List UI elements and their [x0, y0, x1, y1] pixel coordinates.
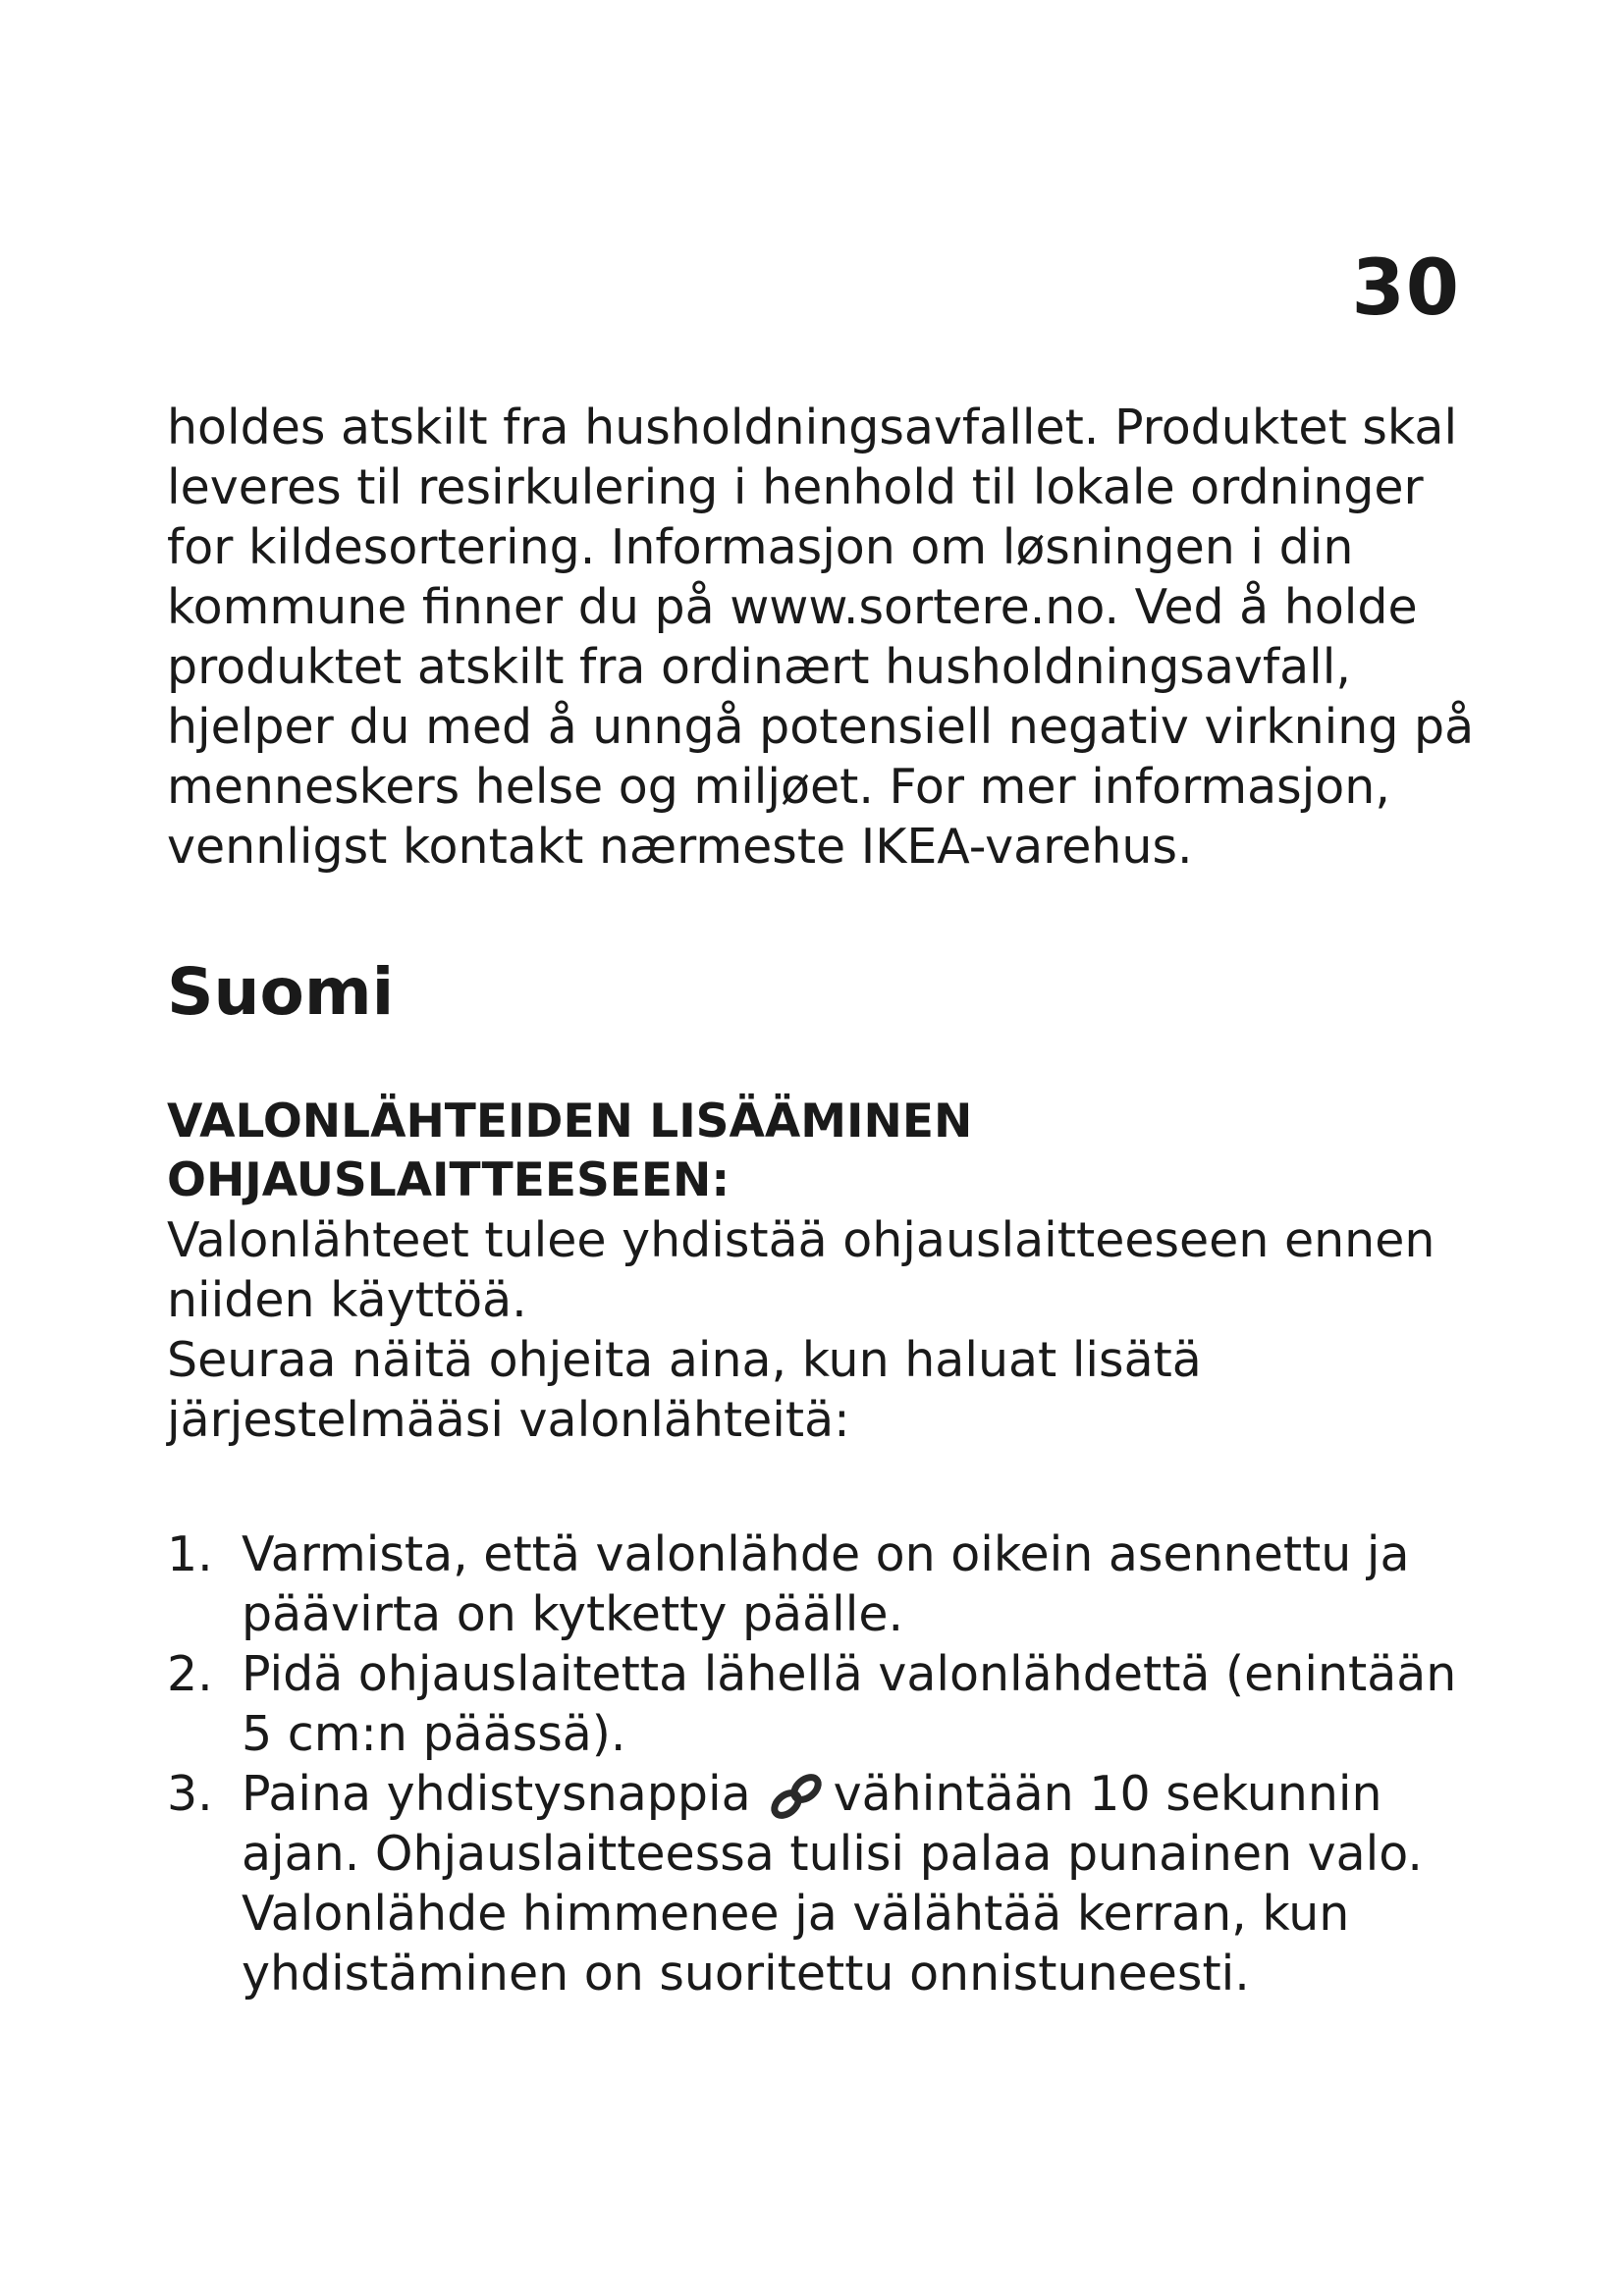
- step-text: Varmista, että valonlähde on oikein asennettu ja päävirta on kytketty päälle.: [242, 1526, 1410, 1642]
- step-text: Pidä ohjauslaitetta lähellä valonlähdettä (enintään 5 cm:n päässä).: [242, 1646, 1457, 1762]
- step-text-before-icon: Paina yhdistysnappia: [242, 1766, 751, 1822]
- step-number: 3.: [167, 1766, 213, 1822]
- instruction-step-3: [167, 1764, 1483, 2003]
- instruction-step-2: [167, 1644, 1483, 1764]
- section-heading: VALONLÄHTEIDEN LISÄÄMINEN OHJAUSLAITTEESEEN:: [167, 1095, 973, 1207]
- intro-paragraph-2: Seuraa näitä ohjeita aina, kun haluat lisätä järjestelmääsi valonlähteitä:: [167, 1332, 1202, 1448]
- language-heading: Suomi: [167, 954, 395, 1030]
- step-number: 1.: [167, 1526, 213, 1582]
- intro-paragraph-1: Valonlähteet tulee yhdistää ohjauslaitteeseen ennen niiden käyttöä.: [167, 1212, 1435, 1328]
- page-number: 30: [1351, 244, 1460, 333]
- instruction-steps: [167, 1524, 1483, 2003]
- step-number: 2.: [167, 1646, 213, 1702]
- step-text-after-icon: vähintään 10 sekunnin ajan. Ohjauslaitteessa tulisi palaa punainen valo. Valonlähde himmenee ja välähtää kerran, kun yhdistäminen on suoritettu onnistuneesti.: [242, 1766, 1423, 2002]
- link-icon: [765, 1769, 828, 1824]
- norwegian-paragraph: holdes atskilt fra husholdningsavfallet. Produktet skal leveres til resirkulering i henhold til lokale ordninger for kildesortering. Informasjon om løsningen i din kommune finner du på www.sortere.no. Ved å holde produktet atskilt fra ordinært husholdningsavfall, hjelper du med å unngå potensiell negativ virkning på menneskers helse og miljøet. For mer informasjon, vennligst kontakt nærmeste IKEA-varehus.: [167, 400, 1475, 875]
- page-content: [167, 398, 1483, 2003]
- instruction-step-1: [167, 1524, 1483, 1644]
